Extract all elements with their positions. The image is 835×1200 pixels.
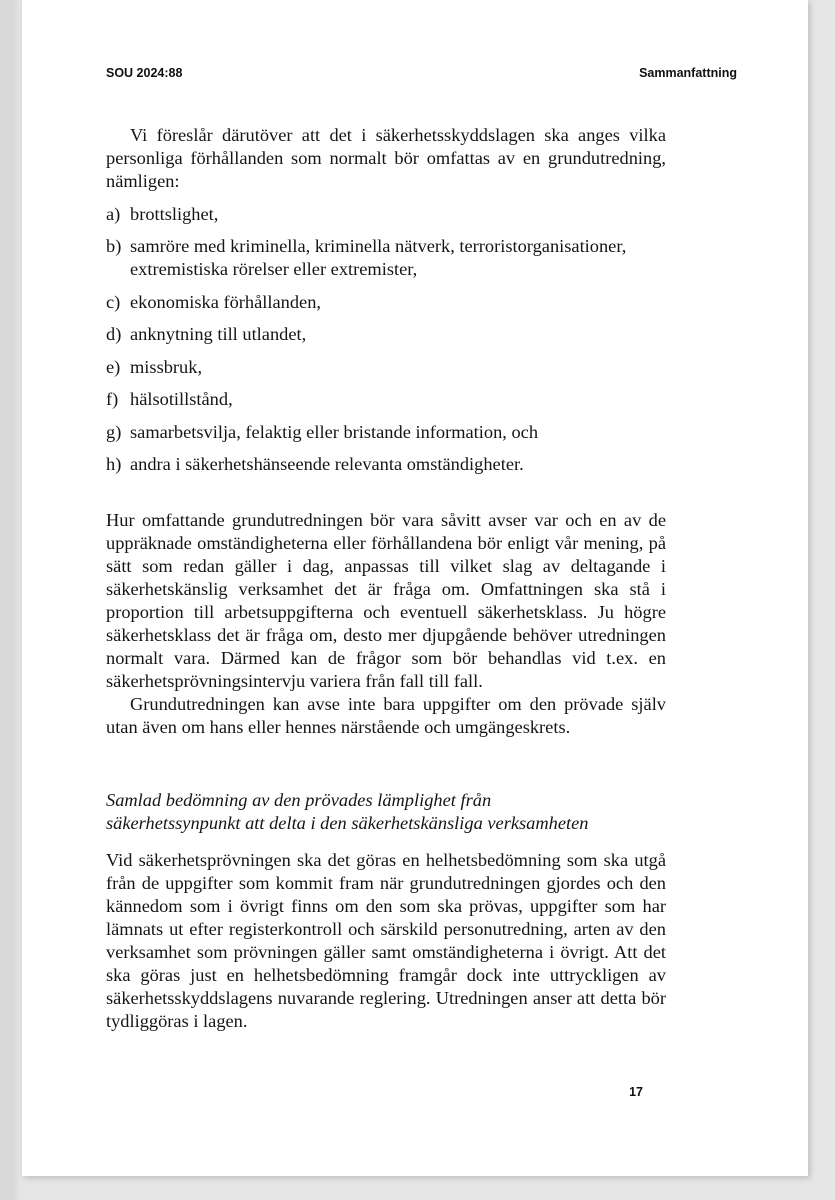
- list-item-text: missbruk,: [130, 356, 203, 377]
- section-subheading: [106, 789, 666, 835]
- personal-circumstances-list: [106, 203, 666, 477]
- page-number: 17: [629, 1085, 643, 1099]
- list-item: [106, 291, 666, 314]
- circle-paragraph: Grundutredningen kan avse inte bara uppgifter om den prövade själv utan även om hans eller hennes närstående och umgängeskrets.: [106, 694, 666, 737]
- list-item-text: samarbetsvilja, felaktig eller bristande information, och: [130, 421, 539, 442]
- list-marker: g): [106, 421, 122, 442]
- intro-paragraph: Vi föreslår därutöver att det i säkerhetsskyddslagen ska anges vilka personliga förhållanden som normalt bör omfattas av en grundutredning, nämligen:: [106, 125, 666, 191]
- list-item: [106, 421, 666, 444]
- list-marker: c): [106, 291, 121, 312]
- list-item: [106, 453, 666, 476]
- list-item: [106, 388, 666, 411]
- list-marker: e): [106, 356, 121, 377]
- document-page: [22, 0, 808, 1176]
- intro-block: [106, 124, 666, 476]
- list-marker: f): [106, 389, 119, 409]
- list-item-text: ekonomiska förhållanden,: [130, 291, 322, 312]
- header-section-title: Sammanfattning: [639, 66, 737, 80]
- list-item-text: anknytning till utlandet,: [130, 324, 307, 344]
- list-item-text: andra i säkerhetshänseende relevanta omständigheter.: [130, 454, 524, 474]
- list-marker: d): [106, 324, 122, 344]
- list-item: [106, 203, 666, 226]
- list-item: [106, 323, 666, 346]
- assessment-block: [106, 849, 666, 1033]
- list-marker: b): [106, 236, 122, 256]
- list-item: [106, 356, 666, 379]
- subheading-line-2: säkerhetssynpunkt att delta i den säkerhetskänsliga verksamheten: [106, 813, 589, 833]
- scope-paragraph: Hur omfattande grundutredningen bör vara såvitt avser var och en av de uppräknade omständigheterna eller förhållandena bör enligt vår mening, på sätt som redan gäller i dag, anpassas till vilket slag av deltagande i säkerhetskänslig verksamhet det är fråga om. Omfattningen ska stå i proportion till arbetsuppgifterna och eventuell säkerhetsklass. Ju högre säkerhetsklass det är fråga om, desto mer djupgående behöver utredningen normalt vara. Därmed kan de frågor som bör behandlas vid t.ex. en säkerhetsprövningsintervju variera från fall till fall.: [106, 510, 666, 691]
- list-marker: a): [106, 203, 121, 224]
- subheading-line-1: Samlad bedömning av den prövades lämplighet från: [106, 790, 492, 810]
- scope-block: [106, 509, 666, 739]
- list-item: [106, 235, 666, 281]
- list-marker: h): [106, 454, 122, 474]
- header-report-id: SOU 2024:88: [106, 66, 183, 80]
- list-item-text: hälsotillstånd,: [130, 389, 233, 409]
- assessment-paragraph: Vid säkerhetsprövningen ska det göras en helhetsbedömning som ska utgå från de uppgifter som kommit fram när grundutredningen gjordes och den kännedom som i övrigt finns om den som ska prövas, uppgifter som har lämnats ut efter registerkontroll och särskild personutredning, arten av den verksamhet som prövningen gäller samt omständigheterna i övrigt. Att det ska göras just en helhetsbedömning framgår dock inte uttryckligen av säkerhetsskyddslagens nuvarande reglering. Utredningen anser att detta bör tydliggöras i lagen.: [106, 850, 666, 1031]
- list-item-text: brottslighet,: [130, 203, 219, 224]
- list-item-text: samröre med kriminella, kriminella nätverk, terroristorganisationer, extremistiska rörelser eller extremister,: [130, 236, 627, 279]
